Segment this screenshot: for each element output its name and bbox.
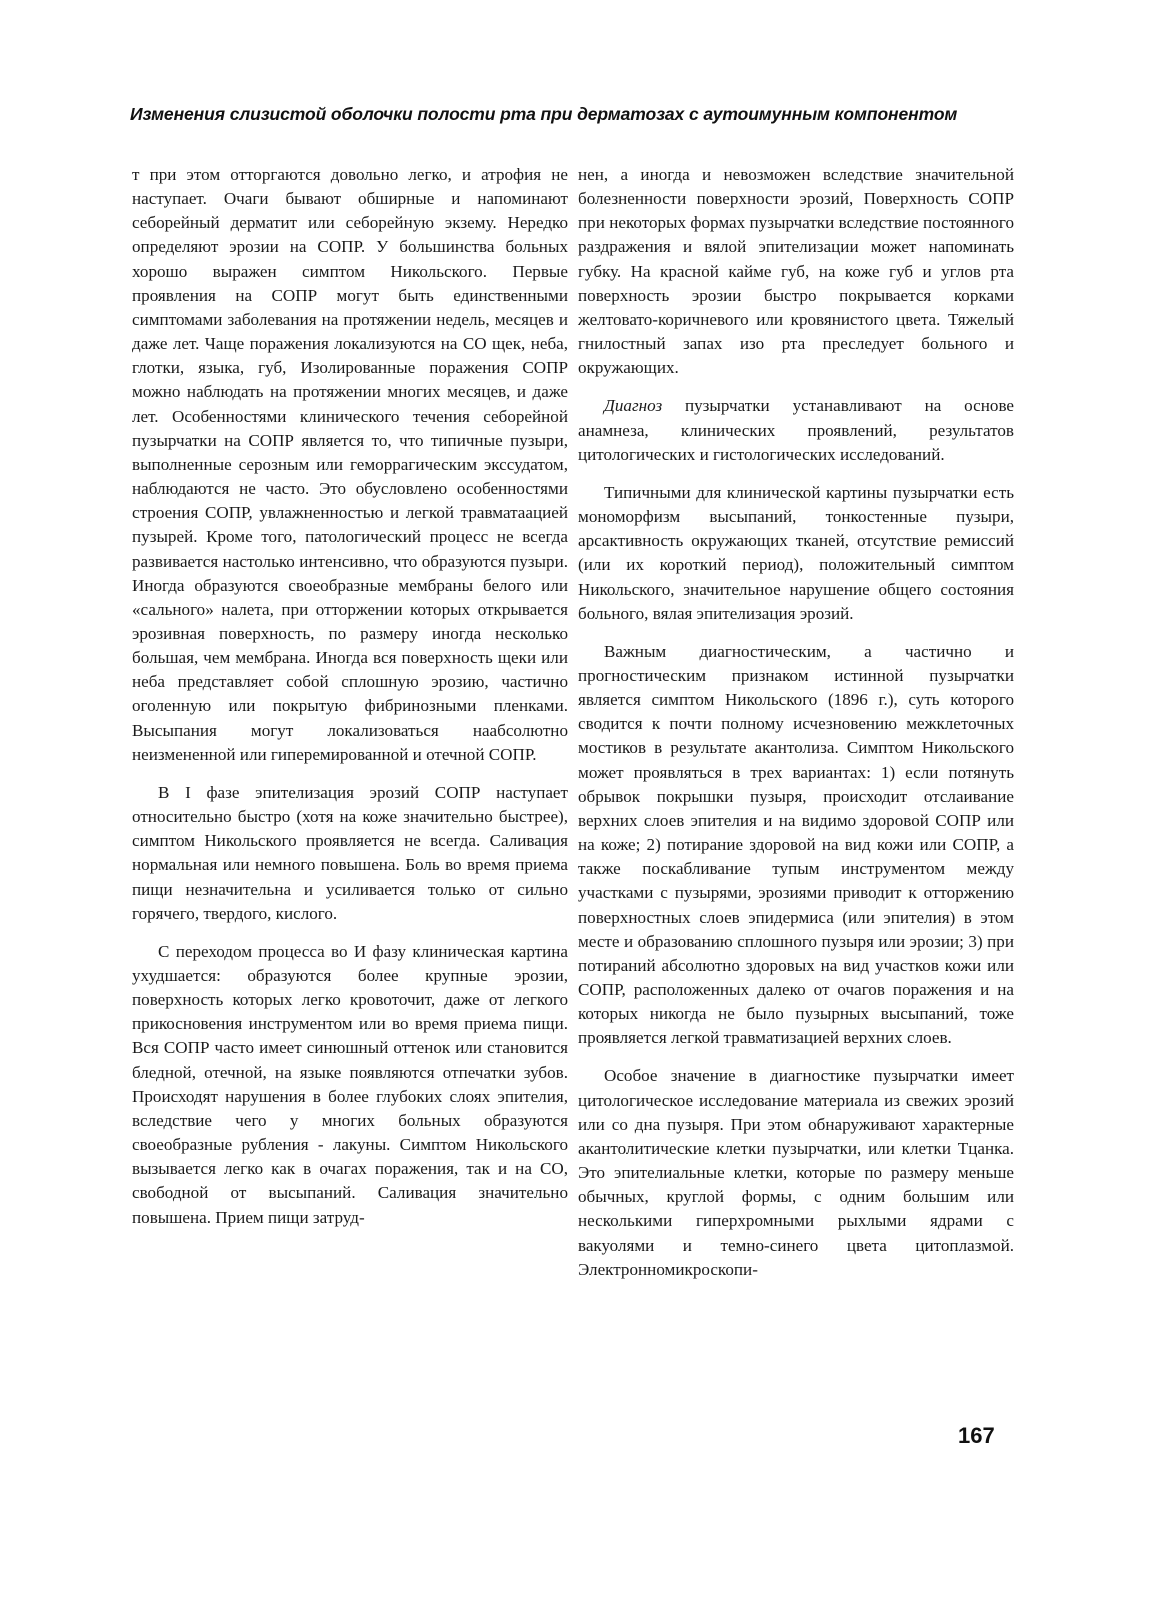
right-paragraph-3: Типичными для клинической картины пузырчатки есть мономорфизм высыпаний, тонкостенные пузыри, арсактивность окружающих тканей, отсутствие ремиссий (или их короткий период), положительный симптом Никольского, значительное нарушение общего состояния больного, вялая эпителизация эрозий. xyxy=(578,482,1014,623)
left-paragraph-2: В I фазе эпителизация эрозий СОПР наступает относительно быстро (хотя на коже значительно быстрее), симптом Никольского проявляется не всегда. Саливация нормальная или немного повышена. Боль во время приема пищи незначительна и усиливается только от сильно горячего, твердого, кислого. xyxy=(132,782,568,923)
right-paragraph-4: Важным диагностическим, а частично и прогностическим признаком истинной пузырчатки является симптом Никольского (1896 г.), суть которого сводится к почти полному исчезновению межклеточных мостиков в результате акантолиза. Симптом Никольского может проявляться в трех вариантах: 1) если потянуть обрывок покрышки пузыря, происходит отслаивание верхних слоев эпителия и на видимо здоровой СОПР или на коже; 2) потирание здоровой на вид кожи или СОПР, а также поскабливание тупым инструментом между участками с пузырями, эрозиями приводит к отторжению поверхностных слоев эпидермиса (или эпителия) в этом месте и образованию сплошного пузыря или эрозии; 3) при потираний абсолютно здоровых на вид участков кожи или СОПР, расположенных далеко от очагов поражения и на которых никогда не было пузырных высыпаний, тоже проявляется легкой травматизацией верхних слоев. xyxy=(578,641,1014,1048)
running-header: Изменения слизистой оболочки полости рта при дерматозах с аутоимунным компонентом xyxy=(130,104,958,124)
left-column xyxy=(132,163,568,1230)
right-paragraph-5: Особое значение в диагностике пузырчатки имеет цитологическое исследование материала из свежих эрозий или со дна пузыря. При этом обнаруживают характерные акантолитические клетки пузырчатки, или клетки Тцанка. Это эпителиальные клетки, которые по размеру меньше обычных, круглой формы, с одним большим или несколькими гиперхромными рыхлыми ядрами с вакуолями и темно-синего цвета цитоплазмой. Электронномикроскопи- xyxy=(578,1066,1014,1279)
right-column xyxy=(578,163,1014,1282)
diagnosis-term: Диагноз xyxy=(604,396,663,416)
left-paragraph-3: С переходом процесса во И фазу клиническая картина ухудшается: образуются более крупные эрозии, поверхность которых легко кровоточит, даже от легкого прикосновения инструментом или во время приема пищи. Вся СОПР часто имеет синюшный оттенок или становится бледной, отечной, на языке появляются отпечатки зубов. Происходят нарушения в более глубоких слоях эпителия, вследствие чего у многих больных образуются своеобразные рубления - лакуны. Симптом Никольского вызывается легко как в очагах поражения, так и на СО, свободной от высыпаний. Саливация значительно повышена. Прием пищи затруд- xyxy=(132,941,568,1227)
left-paragraph-1: т при этом отторгаются довольно легко, и атрофия не наступает. Очаги бывают обширные и напоминают себорейный дерматит или себорейную экзему. Нередко определяют эрозии на СОПР. У большинства больных хорошо выражен симптом Никольского. Первые проявления на СОПР могут быть единственными симптомами заболевания на протяжении недель, месяцев и даже лет. Чаще поражения локализуются на СО щек, неба, глотки, языка, губ, Изолированные поражения СОПР можно наблюдать на протяжении многих месяцев, и даже лет. Особенностями клинического течения себорейной пузырчатки на СОПР является то, что типичные пузыри, выполненные серозным или геморрагическим экссудатом, наблюдаются не часто. Это обусловлено особенностями строения СОПР, увлажненностью и легкой травматаацией пузырей. Кроме того, патологический процесс не всегда развивается настолько интенсивно, что образуются пузыри. Иногда образуются своеобразные мембраны белого или «сального» налета, при отторжении которых открывается эрозивная поверхность, по размеру иногда несколько большая, чем мембрана. Иногда вся поверхность щеки или неба представляет собой сплошную эрозию, частично оголенную или покрытую фибринозными пленками. Высыпания могут локализоваться наабсолютно неизмененной или гиперемированной и отечной СОПР. xyxy=(132,165,568,764)
right-paragraph-2-text: пузырчатки устанавливают на основе анамнеза, клинических проявлений, результатов цитологических и гистологических исследований. xyxy=(578,396,1014,464)
right-paragraph-2 xyxy=(578,394,1014,466)
page-number: 167 xyxy=(958,1423,995,1448)
right-paragraph-1: нен, а иногда и невозможен вследствие значительной болезненности поверхности эрозий, Поверхность СОПР при некоторых формах пузырчатки вследствие постоянного раздражения и вялой эпителизации может напоминать губку. На красной кайме губ, на коже губ и углов рта поверхность эрозии быстро покрывается корками желтовато-коричневого или кровянистого цвета. Тяжелый гнилостный запах изо рта преследует больного и окружающих. xyxy=(578,165,1014,378)
